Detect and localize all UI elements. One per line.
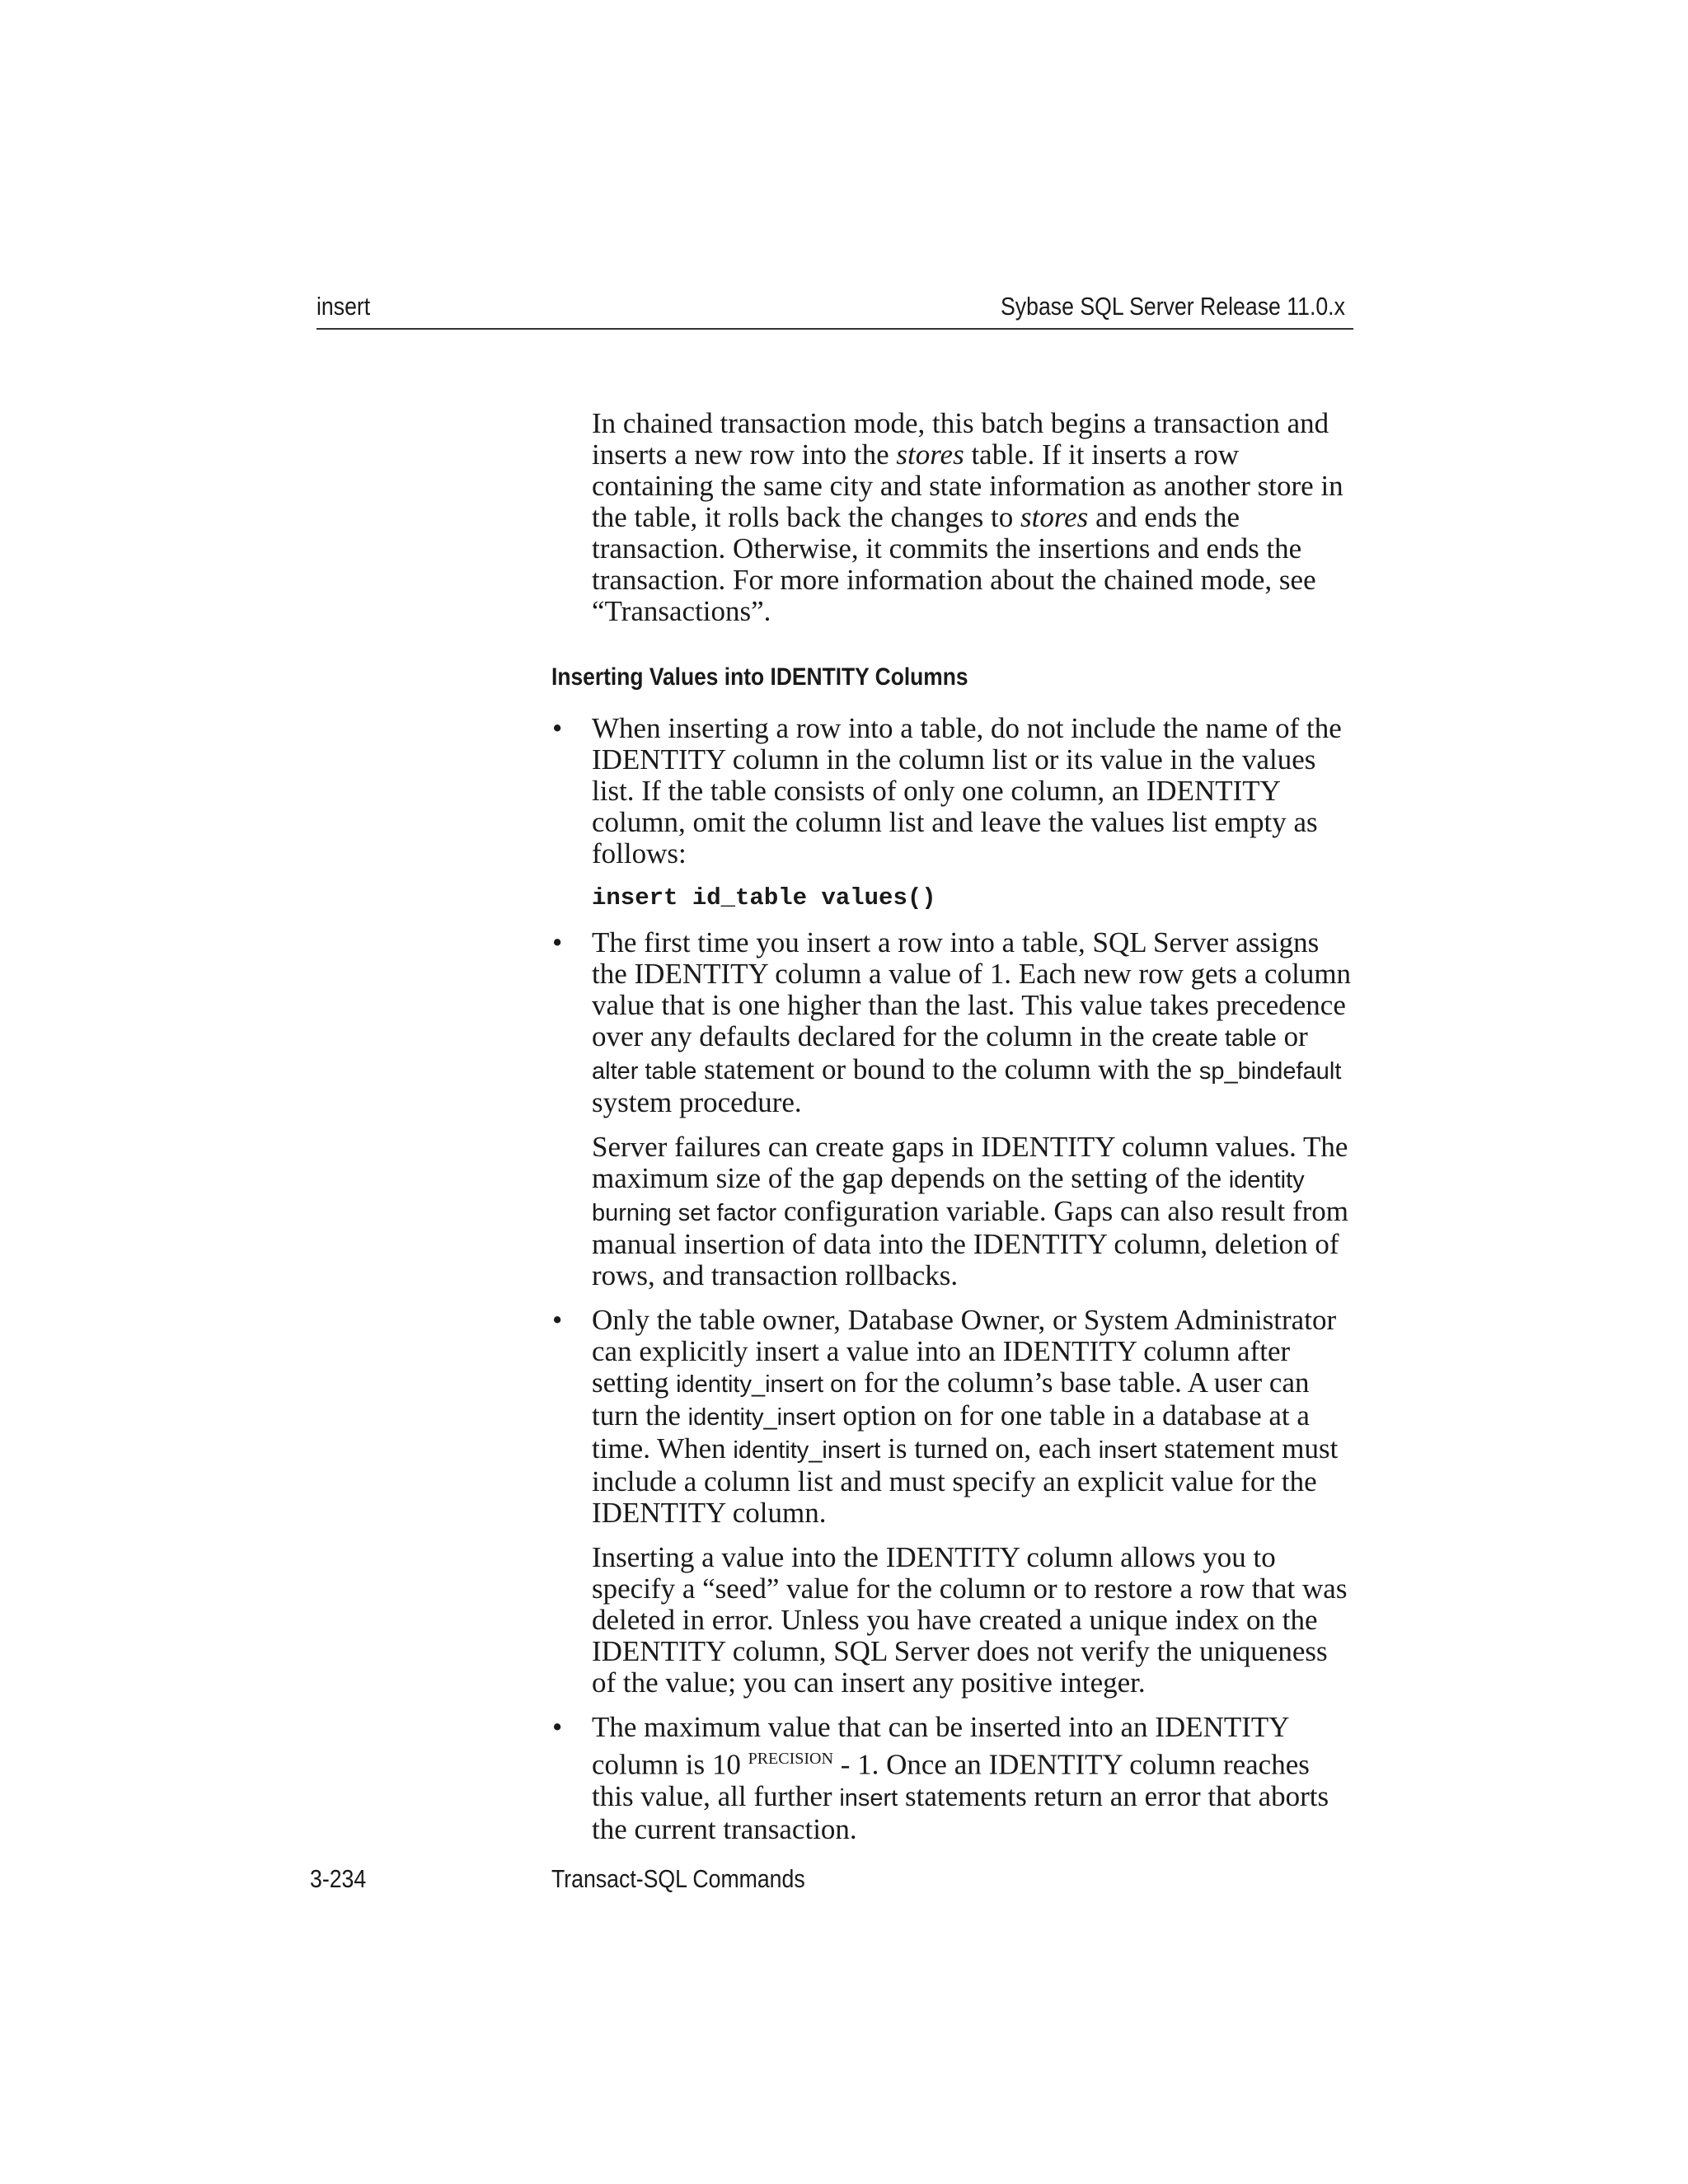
list-item (552, 1304, 1358, 1699)
bullet-2-p2-text-1: Server failures can create gaps in IDENTITY column values. The maximum size of the gap depends on the setting of the (592, 1131, 1348, 1194)
bullet-4-paragraph (592, 1712, 1358, 1845)
keyword-insert: insert (1098, 1437, 1157, 1464)
bullet-2-text-1: The first time you insert a row into a table, SQL Server assigns the IDENTITY column a value of 1. Each new row gets a column value that is one higher than the last. This value takes precedence over any defaults declared for the column in the (592, 926, 1352, 1052)
bullet-icon: • (552, 712, 563, 744)
intro-italic-stores-1: stores (896, 438, 964, 471)
keyword-identity-insert-on: identity_insert on (676, 1371, 857, 1398)
bullet-3-text-5: statement must include a column list and must specify an explicit value for the IDENTITY column. (592, 1432, 1339, 1529)
intro-paragraph-block (592, 408, 1358, 664)
intro-text-3: and ends the transaction. Otherwise, it commits the insertions and ends the transaction. For more information about the chained mode, see “Transactions”. (592, 501, 1316, 627)
intro-text-1: In chained transaction mode, this batch begins a transaction and inserts a new row into the (592, 407, 1329, 471)
superscript-precision: PRECISION (748, 1750, 833, 1768)
list-item (552, 1711, 1358, 1845)
header-section-name: insert (316, 292, 371, 321)
bullet-3-paragraph-1 (592, 1305, 1358, 1529)
bullet-3-text-4: is turned on, each (880, 1432, 1099, 1465)
bullet-4-text-3: statements return an error that aborts the current transaction. (592, 1779, 1329, 1845)
intro-italic-stores-2: stores (1020, 501, 1089, 533)
keyword-create-table: create table (1151, 1025, 1277, 1052)
bullet-4-text-1: The maximum value that can be inserted into an IDENTITY column is 10 (592, 1711, 1289, 1781)
intro-paragraph (592, 408, 1358, 627)
bullet-3-text-2: for the column’s base table. A user can turn the (592, 1366, 1310, 1432)
bullet-2-paragraph-2 (592, 1132, 1358, 1291)
keyword-identity-insert: identity_insert (687, 1404, 836, 1431)
footer-chapter-title: Transact-SQL Commands (551, 1864, 805, 1893)
header-product-release: Sybase SQL Server Release 11.0.x (1001, 292, 1345, 321)
keyword-sp-bindefault: sp_bindefault (1198, 1058, 1342, 1085)
bullet-4-text-2: - 1. Once an IDENTITY column reaches this value, all further (592, 1748, 1310, 1812)
bullet-icon: • (552, 1711, 563, 1743)
bullet-3-paragraph-2: Inserting a value into the IDENTITY column allows you to specify a “seed” value for the column or to restore a row that was deleted in error. Unless you have created a unique index on the IDENTITY column, SQL Server does not verify the uniqueness of the value; you can insert any positive integer. (592, 1541, 1348, 1699)
bullet-list (552, 712, 1358, 1858)
keyword-insert-2: insert (839, 1784, 898, 1811)
bullet-1-text: When inserting a row into a table, do not include the name of the IDENTITY column in the column list or its value in the values list. If the table consists of only one column, an IDENTITY column, omit the column list and leave the values list empty as follows: (592, 712, 1342, 869)
bullet-icon: • (552, 1304, 563, 1336)
bullet-2-text-4: system procedure. (592, 1086, 802, 1118)
intro-text-2: table. If it inserts a row containing the same city and state information as another store in the table, it rolls back the changes to (592, 438, 1343, 533)
bullet-icon: • (552, 926, 563, 958)
bullet-2-paragraph-1 (592, 927, 1358, 1118)
list-item (552, 712, 1358, 914)
keyword-identity-burning-set-factor: identity burning set factor (592, 1167, 1305, 1226)
page-number: 3-234 (310, 1864, 367, 1893)
bullet-3-text-3: option on for one table in a database at a time. When (592, 1399, 1310, 1465)
keyword-identity-insert-2: identity_insert (733, 1437, 881, 1464)
bullet-2-p2-text-2: configuration variable. Gaps can also result from manual insertion of data into the IDENTITY column, deletion of rows, and transaction rollbacks. (592, 1195, 1349, 1291)
keyword-alter-table: alter table (592, 1058, 697, 1085)
list-item (552, 926, 1358, 1291)
bullet-3-text-1: Only the table owner, Database Owner, or System Administrator can explicitly insert a value into an IDENTITY column after setting (592, 1304, 1337, 1399)
bullet-2-text-2: or (1276, 1020, 1308, 1052)
running-header (316, 288, 1353, 330)
section-heading: Inserting Values into IDENTITY Columns (551, 663, 968, 691)
bullet-2-text-3: statement or bound to the column with the (696, 1053, 1199, 1085)
code-example: insert id_table values() (592, 884, 936, 912)
